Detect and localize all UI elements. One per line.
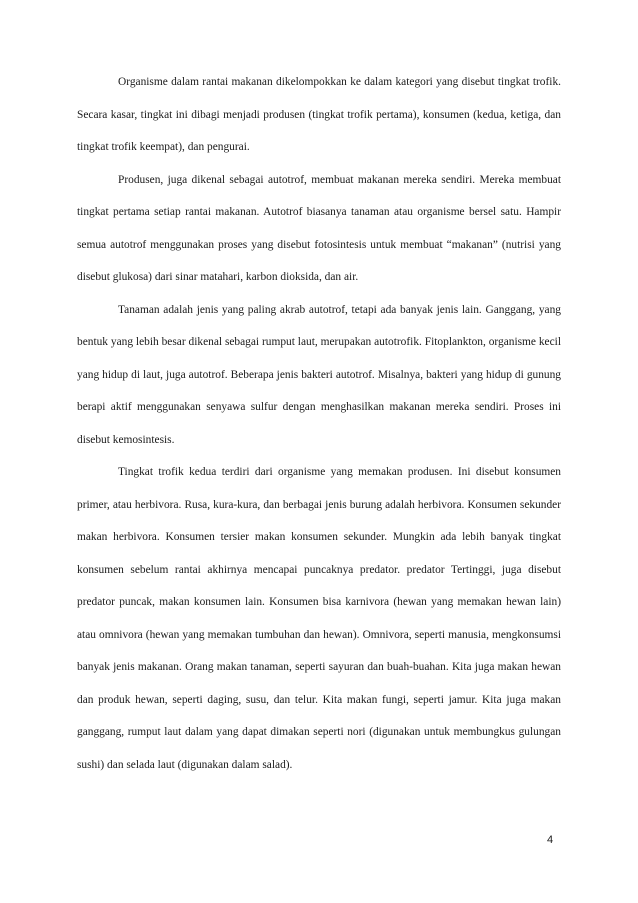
paragraph-autotroph-types: Tanaman adalah jenis yang paling akrab autotrof, tetapi ada banyak jenis lain. Ganggang, yang bentuk yang lebih besar dikenal sebagai rumput laut, merupakan autotrofik. Fitoplankton, organisme kecil yang hidup di laut, juga autotrof. Beberapa jenis bakteri autotrof. Misalnya, bakteri yang hidup di gunung berapi aktif menggunakan senyawa sulfur dengan menghasilkan makanan mereka sendiri. Proses ini disebut kemosintesis. — [77, 303, 561, 446]
page-number: 4 — [547, 834, 554, 846]
paragraph-trophic-levels: Organisme dalam rantai makanan dikelompokkan ke dalam kategori yang disebut tingkat trofik. Secara kasar, tingkat ini dibagi menjadi produsen (tingkat trofik pertama), konsumen (kedua, ketiga, dan tingkat trofik keempat), dan pengurai. — [77, 76, 561, 153]
paragraph-consumers: Tingkat trofik kedua terdiri dari organisme yang memakan produsen. Ini disebut konsumen primer, atau herbivora. Rusa, kura-kura, dan berbagai jenis burung adalah herbivora. Konsumen sekunder makan herbivora. Konsumen tersier makan konsumen sekunder. Mungkin ada lebih banyak tingkat konsumen sebelum rantai akhirnya mencapai puncaknya predator. predator Tertinggi, juga disebut predator puncak, makan konsumen lain. Konsumen bisa karnivora (hewan yang memakan hewan lain) atau omnivora (hewan yang memakan tumbuhan dan hewan). Omnivora, seperti manusia, mengkonsumsi banyak jenis makanan. Orang makan tanaman, seperti sayuran dan buah-buahan. Kita juga makan hewan dan produk hewan, seperti daging, susu, dan telur. Kita makan fungi, seperti jamur. Kita juga makan ganggang, rumput laut dalam yang dapat dimakan seperti nori (digunakan untuk membungkus gulungan sushi) dan selada laut (digunakan dalam salad). — [77, 466, 561, 771]
paragraph-producers: Produsen, juga dikenal sebagai autotrof, membuat makanan mereka sendiri. Mereka membuat tingkat pertama setiap rantai makanan. Autotrof biasanya tanaman atau organisme bersel satu. Hampir semua autotrof menggunakan proses yang disebut fotosintesis untuk membuat “makanan” (nutrisi yang disebut glukosa) dari sinar matahari, karbon dioksida, dan air. — [77, 173, 561, 283]
body-text — [77, 66, 561, 781]
